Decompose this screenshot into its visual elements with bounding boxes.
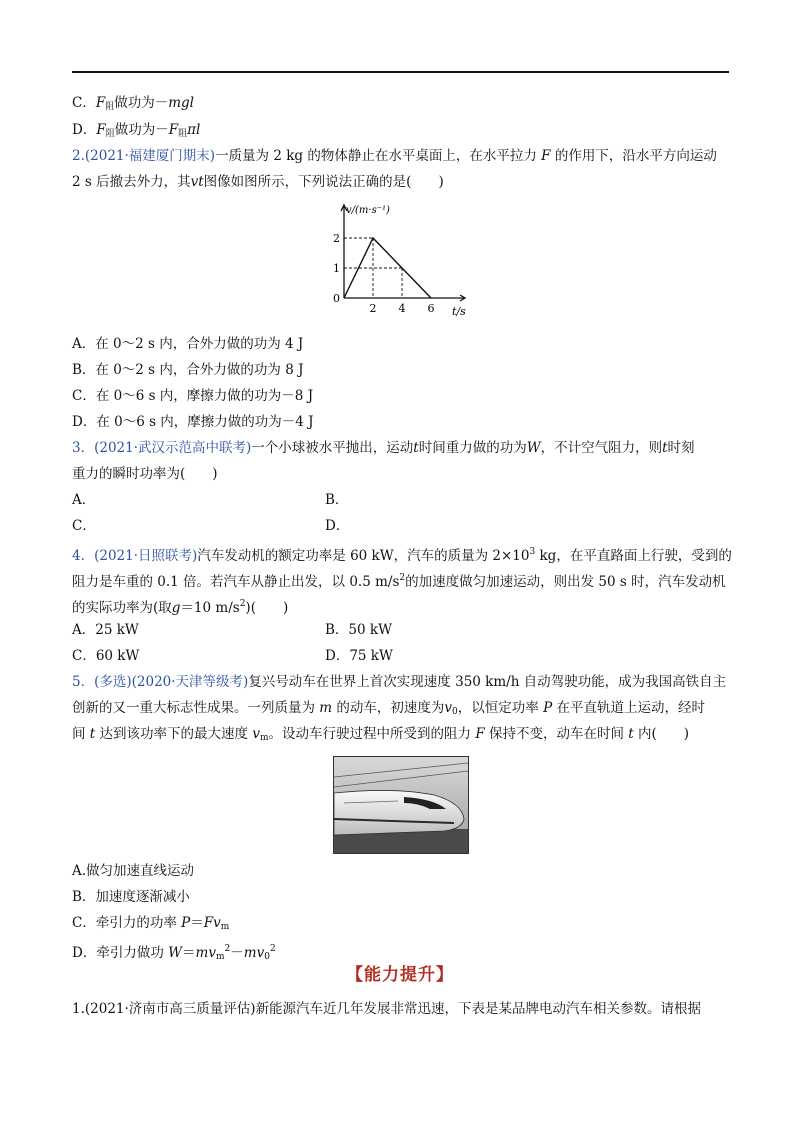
q3-stem-line2: 重力的瞬时功率为( ) xyxy=(72,466,218,482)
q5-stem-line2: 创新的又一重大标志性成果。一列质量为 m 的动车，初速度为$v_0$，以恒定功率 P 在平直轨道上运动，经时 xyxy=(72,700,705,717)
y-axis-label: v/(m·s⁻¹) xyxy=(346,205,390,216)
train-photo xyxy=(333,756,469,854)
q2-option-c: C．在 0～6 s 内，摩擦力做的功为－8 J xyxy=(72,388,314,404)
q2-option-d: D．在 0～6 s 内，摩擦力做的功为－4 J xyxy=(72,414,314,430)
q5-option-c: C．牵引力的功率 $P=Fv_m$ xyxy=(72,915,230,932)
q1-option-c: C．$F_阻$做功为－mgl xyxy=(72,95,194,112)
q4-option-d: D．75 kW xyxy=(325,648,393,664)
q2-stem-line1: 2.(2021·福建厦门期末)一质量为 2 kg 的物体静止在水平桌面上，在水平拉力 F 的作用下，沿水平方向运动 xyxy=(72,148,717,164)
q5-option-b: B．加速度逐渐减小 xyxy=(72,889,190,905)
q5-source: 5．(多选)(2020·天津等级考) xyxy=(72,674,249,690)
q4-option-c: C．60 kW xyxy=(72,648,140,664)
origin-label: 0 xyxy=(333,292,340,305)
x-axis-label: t/s xyxy=(452,305,466,318)
velocity-series-line xyxy=(344,238,431,298)
q5-stem-line1: 5．(多选)(2020·天津等级考)复兴号动车在世界上首次实现速度 350 km/h 自动驾驶功能，成为我国高铁自主 xyxy=(72,674,727,690)
q4-source: 4．(2021·日照联考) xyxy=(72,548,198,564)
q1-option-d: D．$F_阻$做功为$-F_阻\pi l$ xyxy=(72,122,201,139)
q2-option-b: B．在 0～2 s 内，合外力做的功为 8 J xyxy=(72,362,304,378)
q4-option-b: B．50 kW xyxy=(325,622,392,638)
x-tick-label: 2 xyxy=(369,302,377,315)
header-rule xyxy=(72,71,729,73)
q3-option-c: C． xyxy=(72,518,96,534)
q5-option-a: A.做匀加速直线运动 xyxy=(72,863,195,879)
x-tick-label: 6 xyxy=(427,302,435,315)
x-tick-label: 4 xyxy=(398,302,406,315)
q4-stem-line1: 4．(2021·日照联考)汽车发动机的额定功率是 60 kW，汽车的质量为 $2\times 10^3$ kg，在平直路面上行驶，受到的 xyxy=(72,547,732,564)
section-title: 【能力提升】 xyxy=(346,965,454,985)
q4-option-a: A．25 kW xyxy=(72,622,139,638)
q3-stem-line1: 3．(2021·武汉示范高中联考)一个小球被水平抛出，运动t时间重力做的功为W，不计空气阻力，则t时刻 xyxy=(72,440,695,456)
q3-source: 3．(2021·武汉示范高中联考) xyxy=(72,440,252,456)
next-question-stem: 1.(2021·济南市高三质量评估)新能源汽车近几年发展非常迅速，下表是某品牌电动汽车相关参数。请根据 xyxy=(72,1001,702,1017)
q2-stem-line2: 2 s 后撤去外力，其vt图像如图所示，下列说法正确的是( ) xyxy=(72,174,444,190)
q3-option-d: D． xyxy=(325,518,350,534)
q3-option-a: A． xyxy=(72,492,96,508)
q4-stem-line3: 的实际功率为(取g＝10 $m/s^2$)( ) xyxy=(72,599,289,616)
q5-option-d: D．牵引力做功 $W=mv_m^2-mv_0^2$ xyxy=(72,944,276,962)
q3-option-b: B． xyxy=(325,492,349,508)
q2-source: 2.(2021·福建厦门期末) xyxy=(72,148,216,164)
y-tick-label: 1 xyxy=(333,262,340,275)
q5-stem-line3: 间 t 达到该功率下的最大速度 $v_m$。设动车行驶过程中所受到的阻力 F 保持不变，动车在时间 t 内( ) xyxy=(72,726,690,743)
y-tick-label: 2 xyxy=(333,232,340,245)
q4-stem-line2: 阻力是车重的 0.1 倍。若汽车从静止出发，以 0.5 $m/s^2$的加速度做匀加速运动，则出发 50 s 时，汽车发动机 xyxy=(72,573,726,590)
q2-option-a: A．在 0～2 s 内，合外力做的功为 4 J xyxy=(72,336,304,352)
vt-graph xyxy=(324,198,474,320)
